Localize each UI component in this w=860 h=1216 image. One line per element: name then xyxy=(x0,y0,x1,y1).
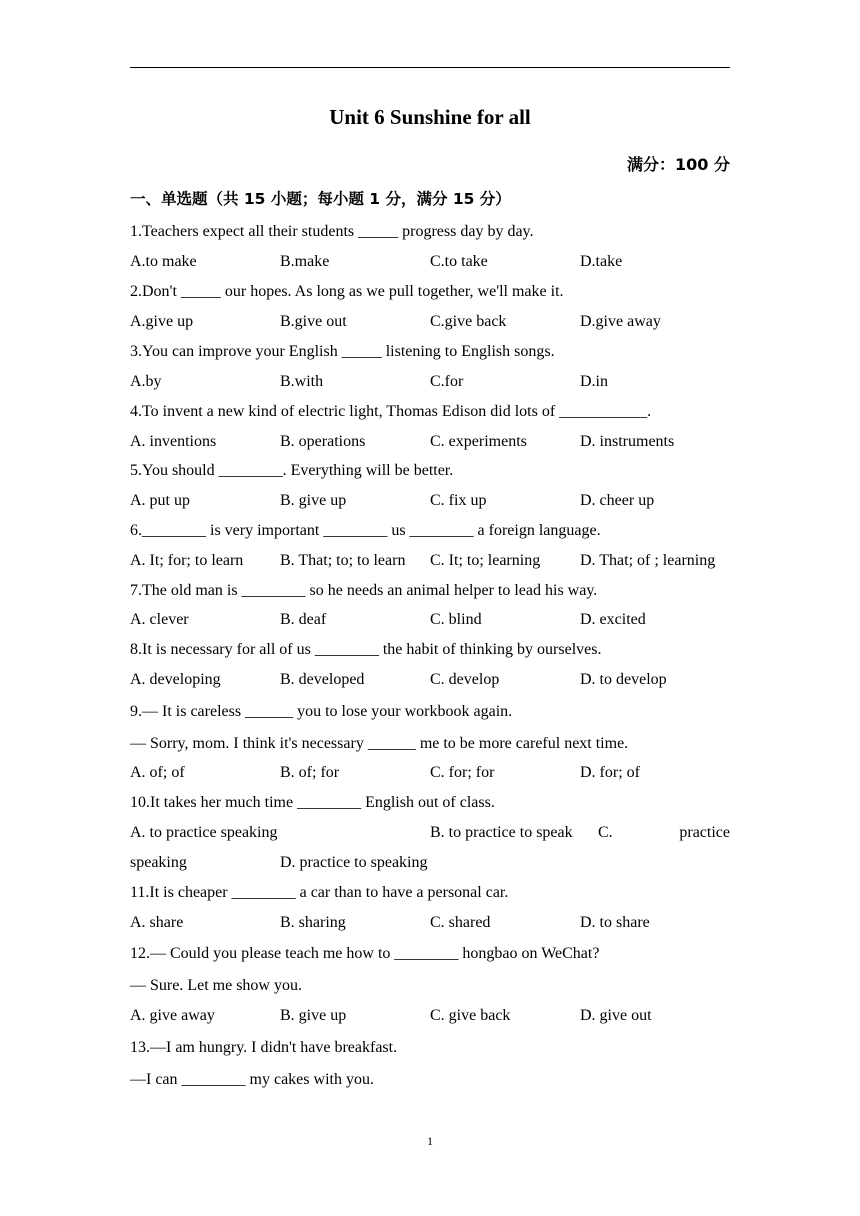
option-d: D.in xyxy=(580,373,608,390)
option-a: A. inventions xyxy=(130,433,217,450)
question-4-stem: 4.To invent a new kind of electric light, Thomas Edison did lots of ___________. xyxy=(130,403,652,420)
option-c: C. develop xyxy=(430,671,500,688)
question-10-options xyxy=(130,821,730,845)
option-a: A.give up xyxy=(130,313,194,330)
option-b: B.make xyxy=(280,253,330,270)
option-c-text-part2: speaking xyxy=(130,854,187,871)
question-9-stem: 9.— It is careless ______ you to lose your workbook again. xyxy=(130,703,513,720)
question-8-options xyxy=(130,668,730,692)
option-b: B.give out xyxy=(280,313,347,330)
option-c: C. shared xyxy=(430,914,491,931)
option-d: D.give away xyxy=(580,313,661,330)
question-12-stem: 12.— Could you please teach me how to ________ hongbao on WeChat? xyxy=(130,945,600,962)
option-c: C.for xyxy=(430,373,464,390)
option-d: D. to share xyxy=(580,914,650,931)
option-a: A. of; of xyxy=(130,764,185,781)
option-b: B. give up xyxy=(280,1007,347,1024)
question-3-stem: 3.You can improve your English _____ listening to English songs. xyxy=(130,343,555,360)
question-5-stem: 5.You should ________. Everything will be better. xyxy=(130,462,454,479)
option-c: C.give back xyxy=(430,313,507,330)
option-a: A. clever xyxy=(130,611,189,628)
option-d: D. That; of ; learning xyxy=(580,552,716,569)
option-a: A. to practice speaking xyxy=(130,824,278,841)
option-b: B. sharing xyxy=(280,914,346,931)
question-6-stem: 6.________ is very important ________ us ________ a foreign language. xyxy=(130,522,601,539)
question-4-options xyxy=(130,430,730,454)
option-a: A.by xyxy=(130,373,162,390)
question-9-response: — Sorry, mom. I think it's necessary ______ me to be more careful next time. xyxy=(130,735,629,752)
option-b: B. developed xyxy=(280,671,365,688)
question-1-options xyxy=(130,250,730,274)
document-title: Unit 6 Sunshine for all xyxy=(329,105,531,129)
option-d: D. for; of xyxy=(580,764,640,781)
option-c: C. experiments xyxy=(430,433,527,450)
question-2-options xyxy=(130,310,730,334)
full-score: 满分：100 分 xyxy=(627,155,730,174)
question-8-stem: 8.It is necessary for all of us ________ the habit of thinking by ourselves. xyxy=(130,641,602,658)
option-c: C. fix up xyxy=(430,492,487,509)
option-d: D.take xyxy=(580,253,623,270)
option-d: D. excited xyxy=(580,611,646,628)
option-d: D. instruments xyxy=(580,433,675,450)
question-9-options xyxy=(130,761,730,785)
option-b: B. give up xyxy=(280,492,347,509)
option-a: A. It; for; to learn xyxy=(130,552,244,569)
question-6-options xyxy=(130,549,730,573)
option-c: C. give back xyxy=(430,1007,511,1024)
question-10-options-continued xyxy=(130,851,730,875)
option-c-letter: C. xyxy=(598,824,613,841)
option-b: B. to practice to speak xyxy=(430,824,573,841)
question-7-options xyxy=(130,608,730,632)
option-b: B. deaf xyxy=(280,611,327,628)
question-1-stem: 1.Teachers expect all their students _____ progress day by day. xyxy=(130,223,534,240)
option-c-text-part1: practice xyxy=(679,824,730,841)
option-c: C. for; for xyxy=(430,764,495,781)
question-7-stem: 7.The old man is ________ so he needs an animal helper to lead his way. xyxy=(130,582,598,599)
question-11-options xyxy=(130,911,730,935)
question-12-options xyxy=(130,1004,730,1028)
question-3-options xyxy=(130,370,730,394)
option-c: C.to take xyxy=(430,253,488,270)
question-12-response: — Sure. Let me show you. xyxy=(130,977,302,994)
option-d: D. give out xyxy=(580,1007,652,1024)
option-a: A. give away xyxy=(130,1007,215,1024)
option-d: D. cheer up xyxy=(580,492,655,509)
option-a: A. share xyxy=(130,914,184,931)
option-a: A. developing xyxy=(130,671,221,688)
page-number: 1 xyxy=(427,1134,433,1148)
option-b: B. operations xyxy=(280,433,366,450)
option-b: B. That; to; to learn xyxy=(280,552,406,569)
question-11-stem: 11.It is cheaper ________ a car than to have a personal car. xyxy=(130,884,509,901)
question-13-response: —I can ________ my cakes with you. xyxy=(130,1071,374,1088)
option-a: A. put up xyxy=(130,492,190,509)
question-13-stem: 13.—I am hungry. I didn't have breakfast. xyxy=(130,1039,398,1056)
option-a: A.to make xyxy=(130,253,197,270)
option-c: C. blind xyxy=(430,611,482,628)
option-d: D. to develop xyxy=(580,671,667,688)
question-2-stem: 2.Don't _____ our hopes. As long as we pull together, we'll make it. xyxy=(130,283,564,300)
option-b: B. of; for xyxy=(280,764,340,781)
section-heading: 一、单选题（共 15 小题；每小题 1 分，满分 15 分） xyxy=(130,190,511,208)
header-rule xyxy=(130,67,730,68)
question-10-stem: 10.It takes her much time ________ English out of class. xyxy=(130,794,495,811)
option-c: C. It; to; learning xyxy=(430,552,541,569)
option-d: D. practice to speaking xyxy=(280,854,428,871)
option-b: B.with xyxy=(280,373,324,390)
question-5-options xyxy=(130,489,730,513)
